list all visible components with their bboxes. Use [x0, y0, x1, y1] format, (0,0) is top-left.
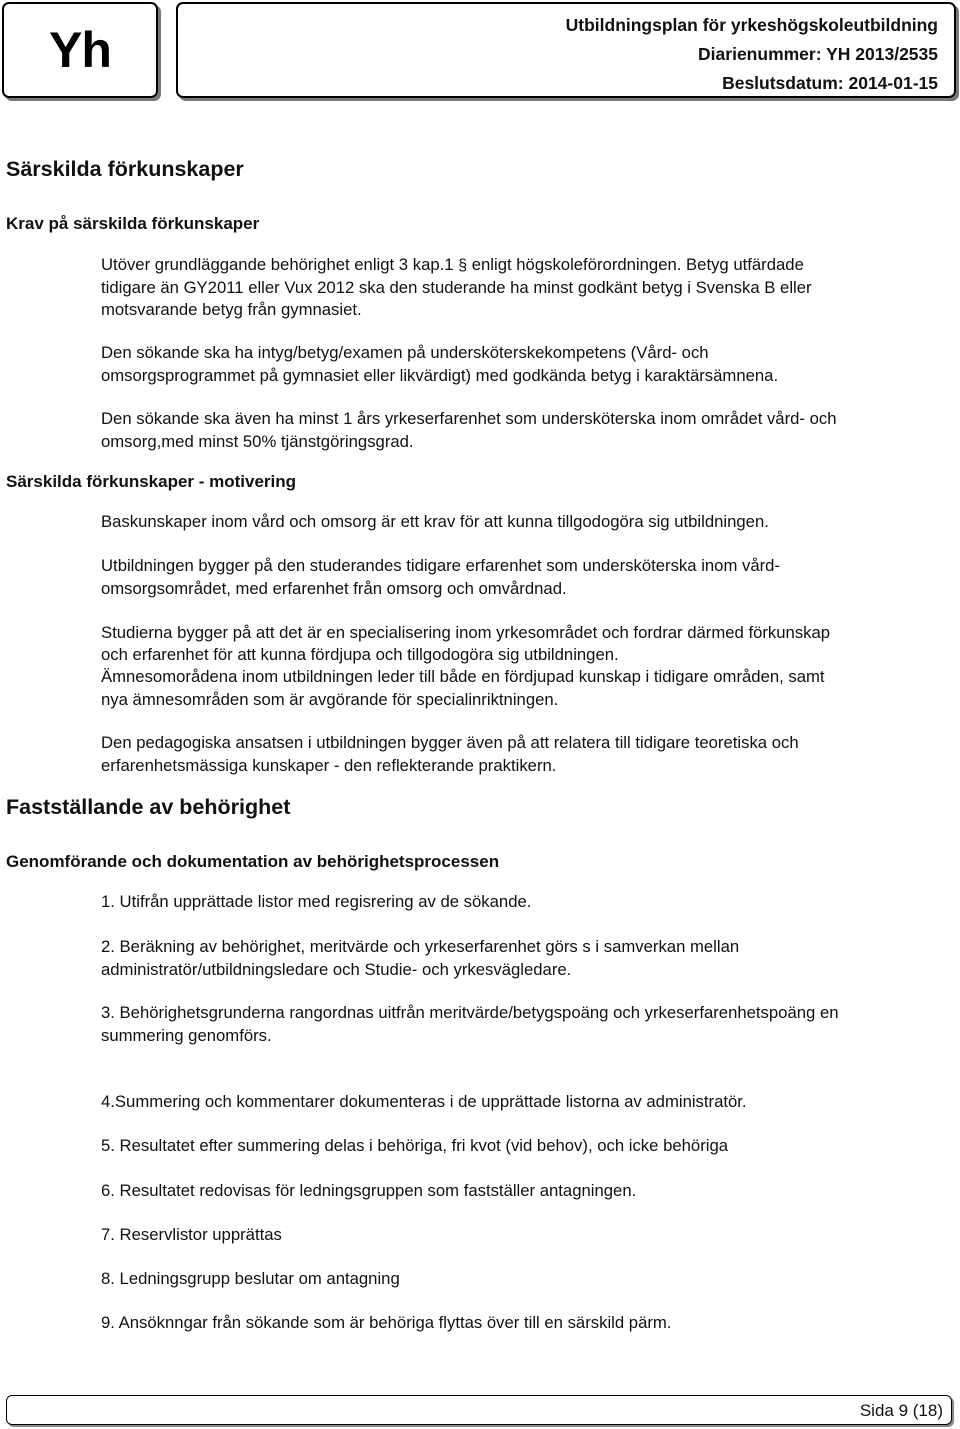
- process-item-6: 6. Resultatet redovisas för ledningsgruppen som fastställer antagningen.: [101, 1181, 637, 1200]
- yh-logo: [2, 2, 158, 98]
- beslutsdatum: Beslutsdatum: 2014-01-15: [722, 73, 938, 93]
- subtitle-krav: Krav på särskilda förkunskaper: [6, 214, 260, 233]
- paragraph-symbol: §: [458, 257, 468, 274]
- text-part: enligt högskoleförordningen. Betyg utfärdade: [467, 255, 804, 274]
- process-item-8: 8. Ledningsgrupp beslutar om antagning: [101, 1269, 400, 1288]
- process-item-7: 7. Reservlistor upprättas: [101, 1225, 282, 1244]
- page-footer: [6, 1395, 952, 1425]
- motivering-para3-line3: Ämnesomorådena inom utbildningen leder till både en fördjupad kunskap i tidigare områden, samt: [101, 667, 825, 686]
- motivering-para2-line2: omsorgsområdet, med erfarenhet från omsorg och omvårdnad.: [101, 579, 567, 598]
- motivering-para3-line4: nya ämnesområden som är avgörande för specialinriktningen.: [101, 690, 559, 709]
- motivering-para3-line1: Studierna bygger på att det är en specialisering inom yrkesområdet och fordrar därmed förkunskap: [101, 623, 831, 642]
- logo-text: Yh: [49, 22, 111, 78]
- process-item-3-line2: summering genomförs.: [101, 1026, 272, 1045]
- krav-para3-line1: Den sökande ska även ha minst 1 års yrkeserfarenhet som undersköterska inom området vård- och: [101, 409, 837, 428]
- krav-para1-line3: motsvarande betyg från gymnasiet.: [101, 300, 362, 319]
- subtitle-motivering: Särskilda förkunskaper - motivering: [6, 472, 297, 491]
- krav-para3-line2: omsorg,med minst 50% tjänstgöringsgrad.: [101, 432, 414, 451]
- document-header: [176, 2, 956, 98]
- process-item-9: 9. Ansöknngar från sökande som är behöriga flyttas över till en särskild pärm.: [101, 1313, 672, 1332]
- motivering-para4-line1: Den pedagogiska ansatsen i utbildningen bygger även på att relatera till tidigare teoretiska och: [101, 733, 799, 752]
- process-item-5: 5. Resultatet efter summering delas i behöriga, fri kvot (vid behov), och icke behöriga: [101, 1136, 729, 1155]
- page-number: Sida 9 (18): [859, 1401, 943, 1420]
- motivering-para4-line2: erfarenhetsmässiga kunskaper - den reflekterande praktikern.: [101, 756, 557, 775]
- motivering-para3-line2: och erfarenhet för att kunna fördjupa och tillgodogöra sig utbildningen.: [101, 645, 619, 664]
- subtitle-genomforande: Genomförande och dokumentation av behörighetsprocessen: [6, 852, 500, 871]
- diarienummer: Diarienummer: YH 2013/2535: [698, 44, 938, 64]
- krav-para2-line2: omsorgsprogrammet på gymnasiet eller likvärdigt) med godkända betyg i karaktärsämnena.: [101, 366, 779, 385]
- process-item-2-line1: 2. Beräkning av behörighet, meritvärde och yrkeserfarenhet görs s i samverkan mellan: [101, 937, 740, 956]
- text-part: Utöver grundläggande behörighet enligt 3 kap.1: [101, 255, 459, 274]
- section-title-sarskilda-forkunskaper: Särskilda förkunskaper: [6, 157, 244, 181]
- section-title-faststallande: Fastställande av behörighet: [6, 795, 291, 819]
- motivering-para2-line1: Utbildningen bygger på den studerandes tidigare erfarenhet som undersköterska inom vård-: [101, 556, 781, 575]
- process-item-3-line1: 3. Behörighetsgrunderna rangordnas uitfrån meritvärde/betygspoäng och yrkeserfarenhetspoäng en: [101, 1003, 839, 1022]
- krav-para1-line1: [101, 253, 804, 277]
- process-item-2-line2: administratör/utbildningsledare och Studie- och yrkesvägledare.: [101, 960, 572, 979]
- document-title: Utbildningsplan för yrkeshögskoleutbildning: [565, 15, 938, 35]
- krav-para1-line2: tidigare än GY2011 eller Vux 2012 ska den studerande ha minst godkänt betyg i Svenska B eller: [101, 278, 812, 297]
- process-item-4: 4.Summering och kommentarer dokumenteras i de upprättade listorna av administratör.: [101, 1092, 747, 1111]
- krav-para2-line1: Den sökande ska ha intyg/betyg/examen på undersköterskekompetens (Vård- och: [101, 343, 709, 362]
- motivering-para1: Baskunskaper inom vård och omsorg är ett krav för att kunna tillgodogöra sig utbildningen.: [101, 512, 769, 531]
- process-item-1: 1. Utifrån upprättade listor med regisrering av de sökande.: [101, 892, 532, 911]
